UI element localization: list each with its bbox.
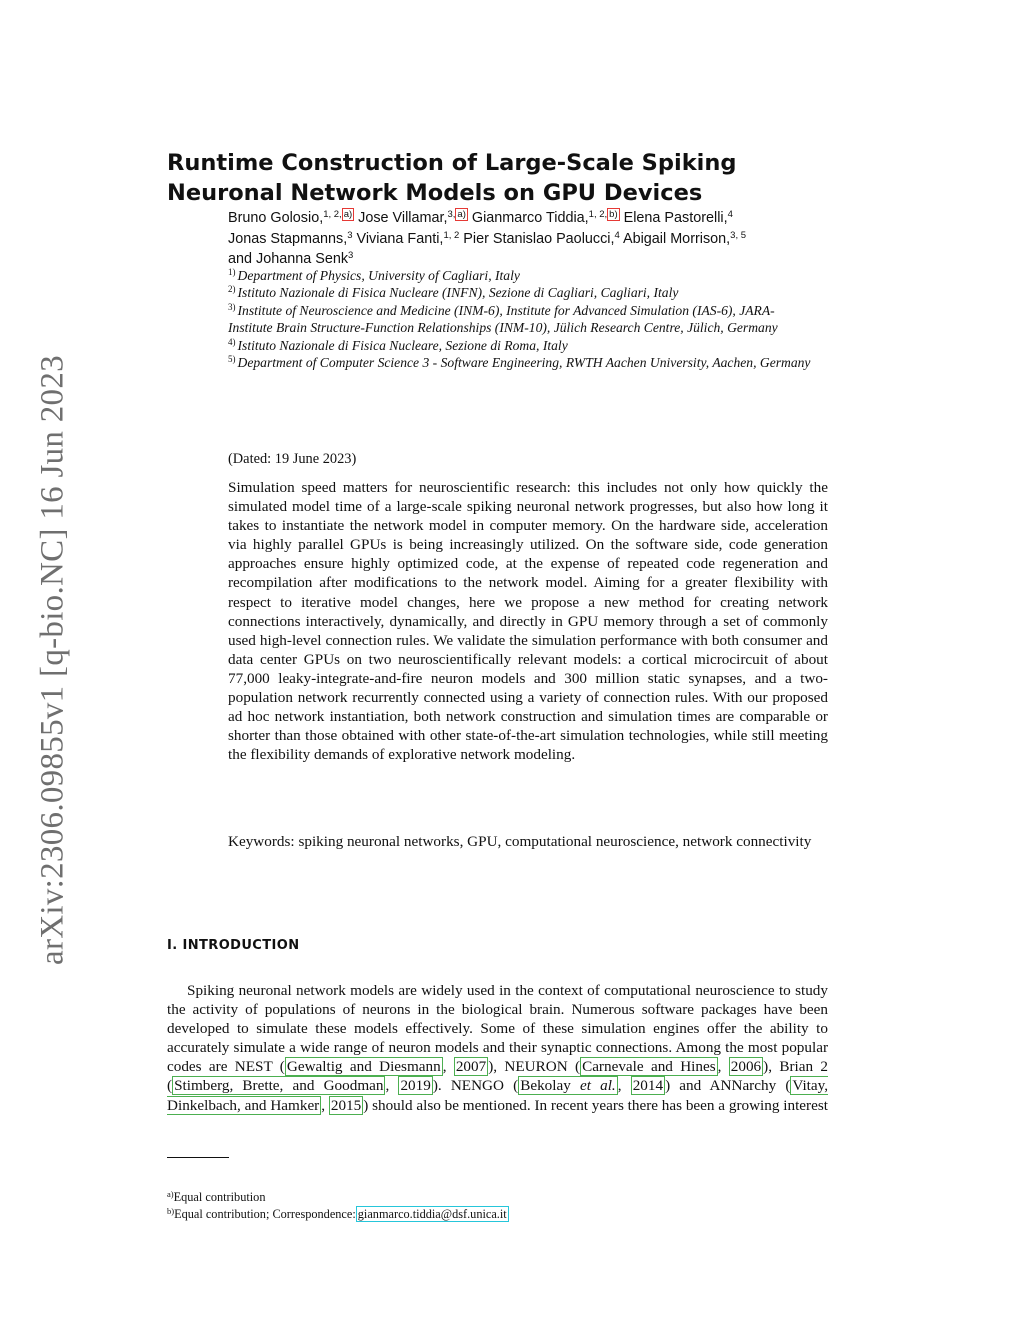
author-affiliation-marks: 3, 5 bbox=[730, 229, 747, 241]
footnote-divider bbox=[167, 1157, 229, 1158]
citation-link[interactable]: Vitay, Dinkelbach, and Hamker bbox=[167, 1077, 829, 1114]
author-name: Elena Pastorelli, bbox=[623, 210, 728, 226]
affiliation-list bbox=[228, 267, 838, 371]
author-name: Abigail Morrison, bbox=[623, 230, 731, 247]
author-affiliation-marks: 4 bbox=[614, 229, 620, 241]
author-affiliation-marks: 3, bbox=[447, 209, 456, 220]
affiliation: $^{1)}$ Department of Physics, University of Cagliari, Italy bbox=[228, 267, 520, 283]
author-affiliation-marks: 1, 2, bbox=[588, 209, 608, 220]
author-list bbox=[228, 208, 838, 270]
author-name: Gianmarco Tiddia, bbox=[471, 210, 589, 226]
affiliation: $^{5)}$ Department of Computer Science 3 - Software Engineering, RWTH Aachen University, Aachen, Germany bbox=[228, 354, 811, 371]
email-link[interactable]: gianmarco.tiddia@dsf.unica.it bbox=[357, 1207, 507, 1221]
citation-year-link[interactable]: 2015 bbox=[330, 1096, 362, 1114]
author-affiliation-marks: 3 bbox=[348, 250, 354, 261]
footnote: $^{b)}$Equal contribution; Correspondence: gianmarco.tiddia@dsf.unica.it bbox=[167, 1206, 507, 1221]
citation-link[interactable]: Carnevale and Hines bbox=[582, 1058, 716, 1076]
citation-year-link[interactable]: 2007 bbox=[455, 1058, 487, 1076]
dated-line: (Dated: 19 June 2023) bbox=[228, 451, 357, 467]
citation-year-link[interactable]: 2014 bbox=[632, 1077, 664, 1095]
author-affiliation-marks: 4 bbox=[727, 209, 733, 220]
author-name: and Johanna Senk bbox=[228, 251, 349, 267]
affiliation: $^{3)}$ Institute of Neuroscience and Medicine (INM-6), Institute for Advanced Simulation (IAS-6), JARA-Institute Brain Structure-Function Relationships (INM-10), Jülich Research Centre, Jülich, Germany bbox=[228, 301, 778, 336]
author-name: Jose Villamar, bbox=[358, 210, 448, 226]
author-affiliation-marks: 3 bbox=[347, 229, 353, 241]
footnote-link[interactable]: b) bbox=[609, 209, 618, 220]
footnote-link[interactable]: a) bbox=[457, 209, 466, 220]
arxiv-identifier-sidebar: arXiv:2306.09855v1 [q-bio.NC] 16 Jun 2023 bbox=[34, 355, 71, 965]
section-heading: I. INTRODUCTION bbox=[167, 938, 300, 953]
author-name: Pier Stanislao Paolucci, bbox=[463, 230, 615, 247]
citation-link[interactable]: Stimberg, Brette, and Goodman bbox=[174, 1077, 384, 1095]
author-name: Viviana Fanti, bbox=[356, 230, 444, 247]
citation-link[interactable]: Gewaltig and Diesmann bbox=[286, 1058, 441, 1076]
author-affiliation-marks: 1, 2 bbox=[443, 229, 460, 241]
affiliation: $^{4)}$ Istituto Nazionale di Fisica Nucleare, Sezione di Roma, Italy bbox=[228, 336, 568, 353]
intro-paragraph: Spiking neuronal network models are widely used in the context of computational neuroscience to study the activity of populations of neurons in the biological brain. Numerous software packages have been developed to simulate these models effectively. Some of these simulation engines offer the ability to accurately simulate a wide range of neuron models and their synaptic connections. Among the most popular codes are NEST ( Gewaltig and Diesmann , 2007 ), NEURON ( Carnevale and Hines , 2006 ), Brian 2 ( Stimberg, Brette, and Goodman , 2019 ). NENGO ( Bekolay et al. , 2014 ) and ANNarchy ( Vitay, Dinkelbach, and Hamker , 2015 ) should also be mentioned. In recent years there has been a growing interest bbox=[167, 982, 829, 1114]
footnote-link[interactable]: a) bbox=[343, 209, 353, 220]
citation-link[interactable]: Bekolay et al. bbox=[520, 1077, 616, 1095]
author-name: Jonas Stapmanns, bbox=[228, 230, 348, 247]
paper-title: Runtime Construction of Large-Scale Spiking Neuronal Network Models on GPU Devices bbox=[167, 150, 737, 206]
abstract: Simulation speed matters for neuroscientific research: this includes not only how quickly the simulated model time of a large-scale spiking neuronal network progresses, but also how long it takes to instantiate the network model in computer memory. On the hardware side, acceleration via highly parallel GPUs is being increasingly utilized. On the software side, code generation approaches ensure highly optimized code, at the expense of repeated code regeneration and recompilation after modifications to the network model. Aiming for a greater flexibility with respect to iterative model changes, here we propose a new method for creating network connections interactively, dynamically, and directly in GPU memory through a set of commonly used high-level connection rules. We validate the simulation performance with both consumer and data center GPUs on two neuroscientifically relevant models: a cortical microcircuit of about 77,000 leaky-integrate-and-fire neuron models and 300 million static synapses, and a two-population network recurrently connected using a variety of connection rules. With our proposed ad hoc network instantiation, both network construction and simulation times are comparable or shorter than those obtained with other state-of-the-art simulation technologies, while still meeting the flexibility demands of explorative network modeling. bbox=[228, 479, 828, 764]
author-affiliation-marks: 1, 2, bbox=[323, 209, 342, 220]
keywords: Keywords: spiking neuronal networks, GPU, computational neuroscience, network connectivity bbox=[228, 833, 812, 850]
citation-year-link[interactable]: 2019 bbox=[400, 1077, 431, 1095]
footnote: $^{a)}$Equal contribution bbox=[167, 1189, 266, 1204]
footnotes bbox=[167, 1189, 509, 1223]
affiliation: $^{2)}$ Istituto Nazionale di Fisica Nucleare (INFN), Sezione di Cagliari, Cagliari, Italy bbox=[228, 284, 679, 301]
citation-year-link[interactable]: 2006 bbox=[730, 1058, 762, 1076]
author-name: Bruno Golosio, bbox=[228, 210, 324, 226]
